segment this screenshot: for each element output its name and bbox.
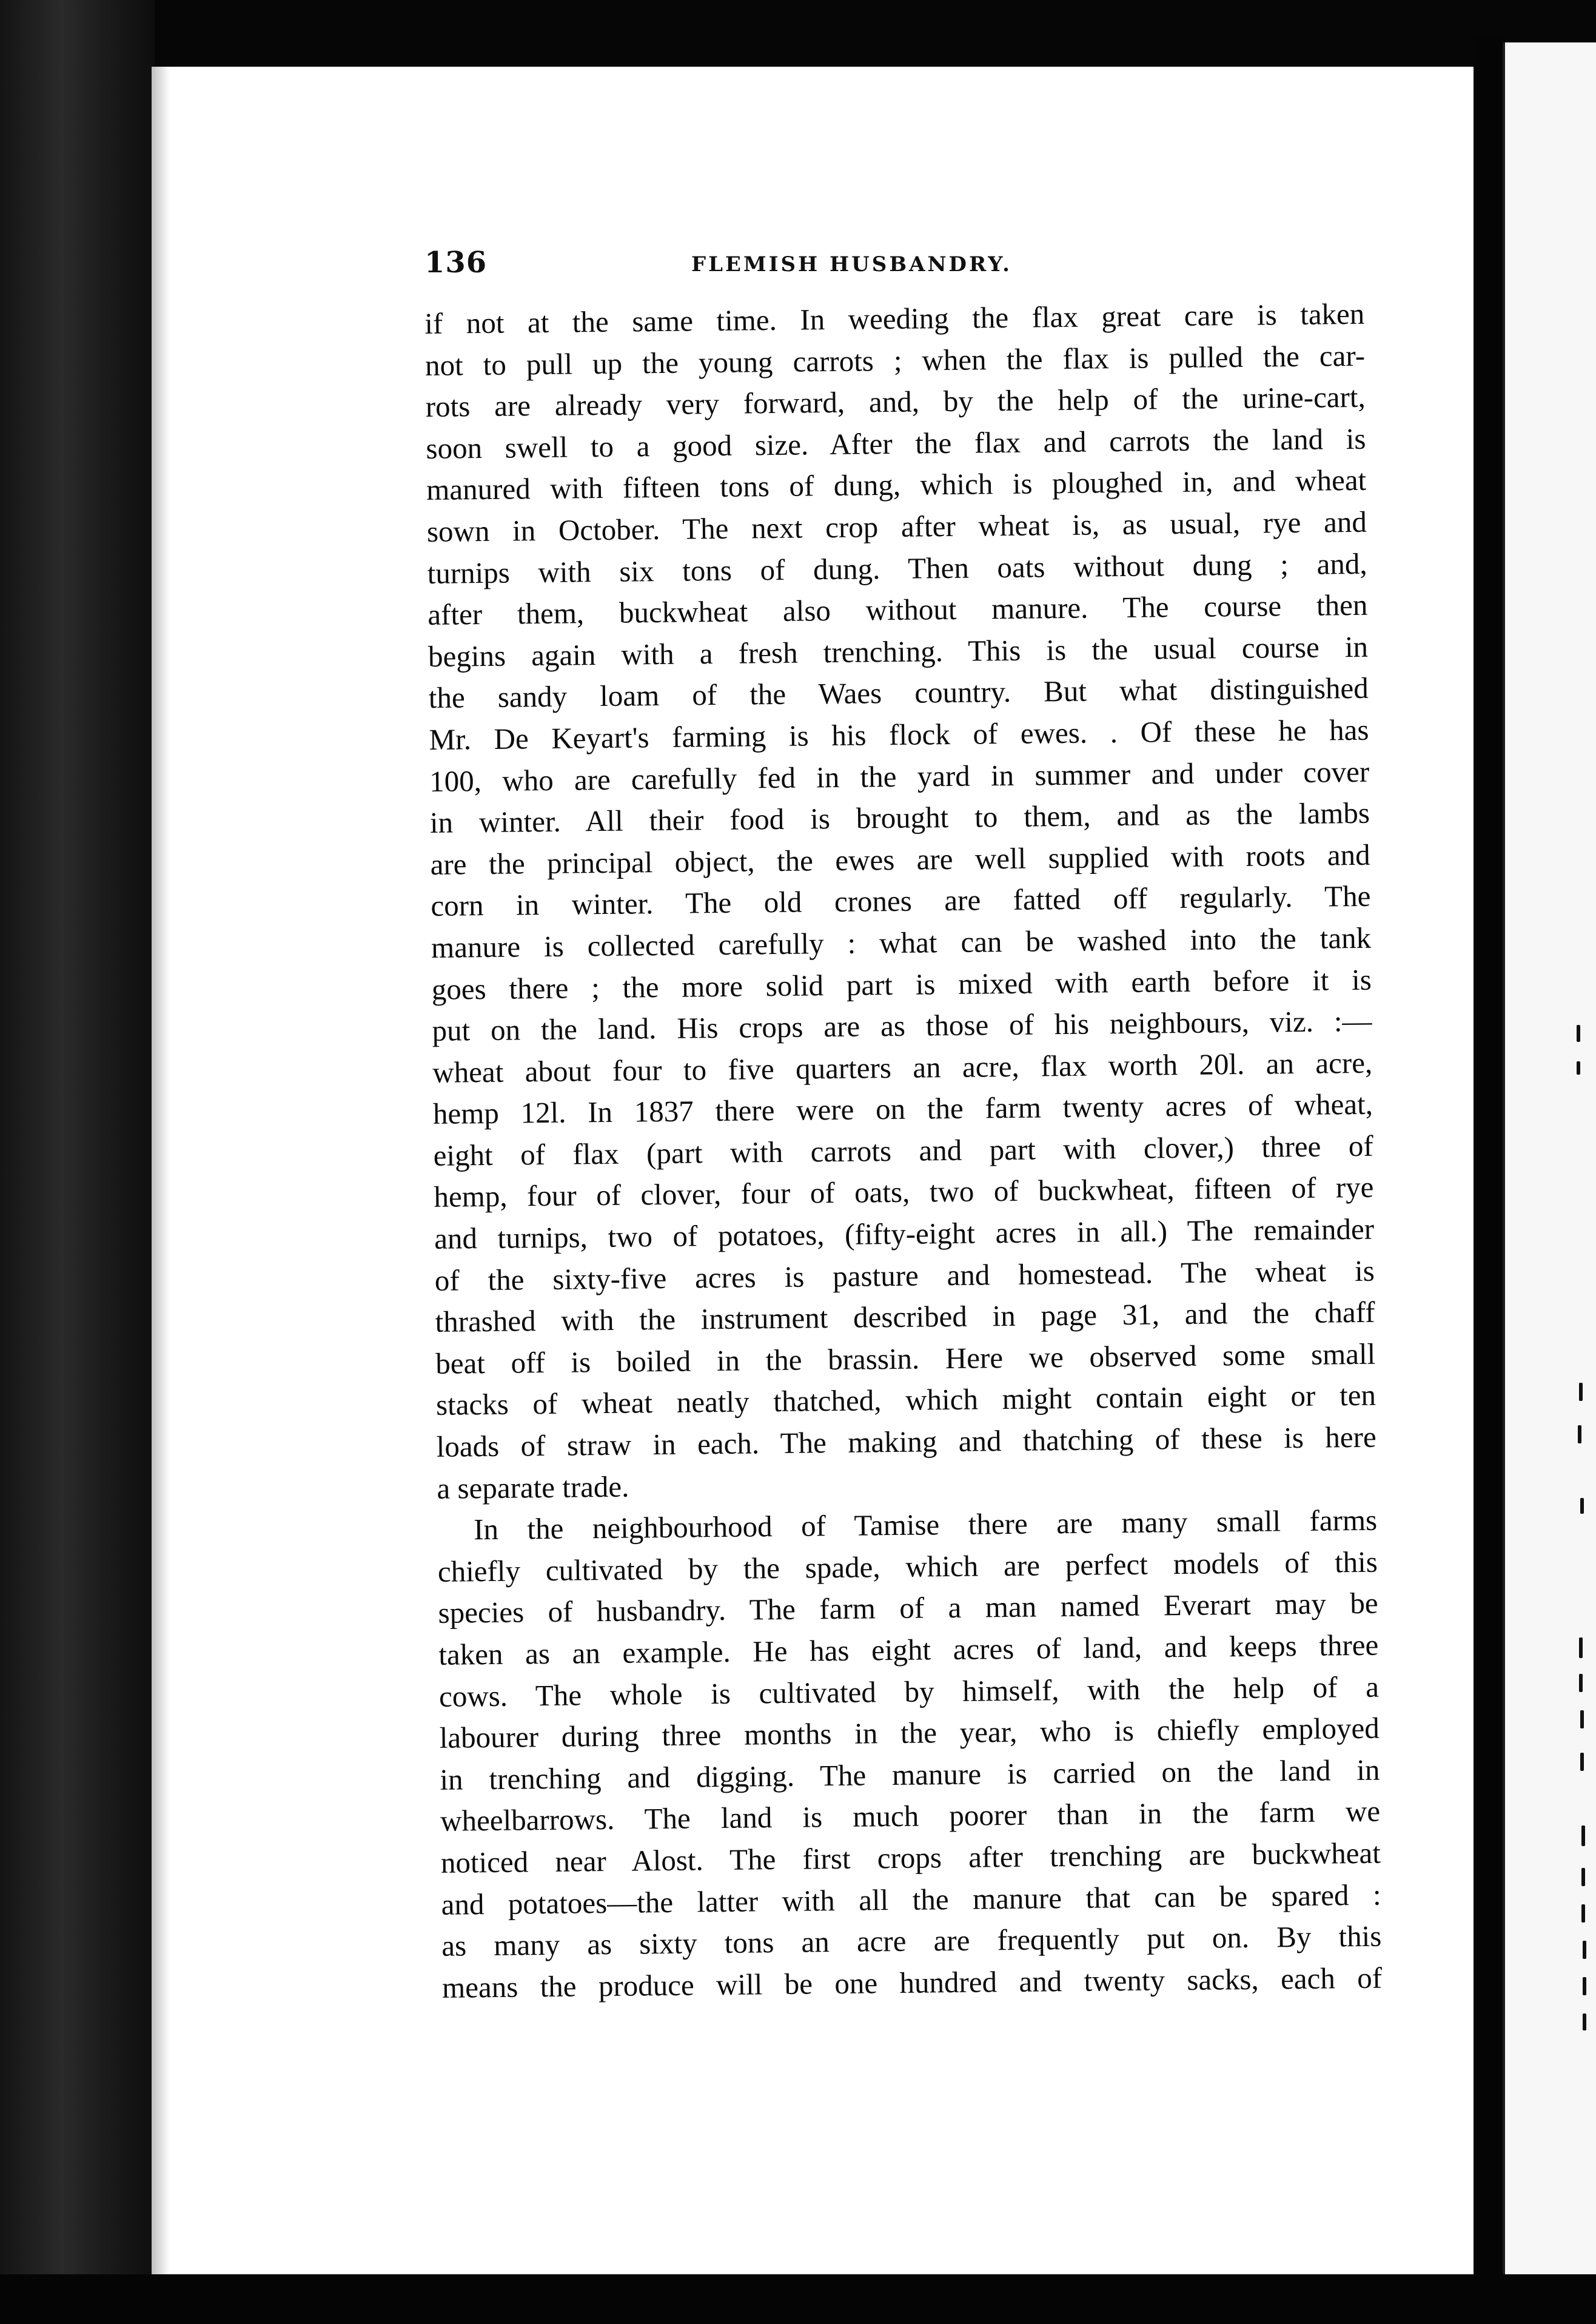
- text-line: eight of flax (part with carrots and part with clover,) three of: [433, 1129, 1373, 1172]
- text-line: manure is collected carefully : what can be washed into the tank: [431, 921, 1372, 964]
- text-line: noticed near Alost. The first crops after trenching are buckwheat: [440, 1836, 1381, 1879]
- facing-page-ink-mark: [1580, 1498, 1584, 1514]
- text-line: beat off is boiled in the brassin. Here we observed some small: [435, 1337, 1376, 1380]
- facing-page-ink-mark: [1580, 1753, 1584, 1771]
- body-text: [424, 294, 1382, 2009]
- text-line: a separate trade.: [437, 1469, 629, 1505]
- text-line: and turnips, two of potatoes, (fifty-eight acres in all.) The remainder: [434, 1212, 1375, 1255]
- text-line: labourer during three months in the year, who is chiefly employed: [439, 1711, 1380, 1755]
- text-line: species of husbandry. The farm of a man named Everart may be: [438, 1587, 1378, 1630]
- text-line: thrashed with the instrument described in page 31, and the chaff: [435, 1295, 1375, 1339]
- facing-page-ink-mark: [1577, 1061, 1580, 1075]
- text-line: hemp, four of clover, four of oats, two of buckwheat, fifteen of rye: [434, 1170, 1374, 1214]
- text-line: in trenching and digging. The manure is carried on the land in: [440, 1753, 1380, 1796]
- text-line: corn in winter. The old crones are fatted off regularly. The: [431, 879, 1371, 923]
- facing-page-ink-mark: [1583, 2013, 1586, 2030]
- text-line: In the neighbourhood of Tamise there are many small farms: [473, 1503, 1378, 1547]
- text-line: Mr. De Keyart's farming is his flock of ewes. . Of these he has: [429, 713, 1369, 756]
- text-line: goes there ; the more solid part is mixed with earth before it is: [431, 962, 1372, 1006]
- facing-page-ink-mark: [1579, 1383, 1583, 1401]
- page-gutter-shadow: [152, 67, 170, 2274]
- text-line: stacks of wheat neatly thatched, which might contain eight or ten: [435, 1379, 1376, 1422]
- text-line: wheelbarrows. The land is much poorer than in the farm we: [440, 1795, 1381, 1838]
- text-line: after them, buckwheat also without manure. The course then: [428, 588, 1368, 632]
- text-line: manured with fifteen tons of dung, which is ploughed in, and wheat: [426, 463, 1367, 507]
- text-line: if not at the same time. In weeding the flax great care is taken: [424, 297, 1365, 340]
- text-line: in winter. All their food is brought to them, and as the lambs: [429, 796, 1370, 840]
- text-line: means the produce will be one hundred and twenty sacks, each of: [441, 1961, 1383, 2004]
- text-line: sown in October. The next crop after wheat is, as usual, rye and: [426, 505, 1367, 548]
- book-spine-shadow: [0, 0, 155, 2324]
- text-line: and potatoes—the latter with all the manure that can be spared :: [441, 1878, 1381, 1921]
- page-gutter: [1475, 36, 1505, 2324]
- text-line: taken as an example. He has eight acres of land, and keeps three: [438, 1628, 1379, 1671]
- page-number: 136: [424, 246, 488, 280]
- scan-border-bottom: [0, 2274, 1596, 2324]
- text-line: hemp 12l. In 1837 there were on the farm twenty acres of wheat,: [432, 1087, 1373, 1131]
- text-line: as many as sixty tons an acre are frequently put on. By this: [441, 1919, 1382, 1963]
- text-line: turnips with six tons of dung. Then oats without dung ; and,: [427, 546, 1367, 590]
- paragraph: [437, 1500, 1383, 2009]
- facing-page: [1505, 42, 1596, 2286]
- text-line: soon swell to a good size. After the flax and carrots the land is: [426, 421, 1366, 465]
- facing-page-ink-mark: [1581, 1904, 1585, 1923]
- text-line: put on the land. His crops are as those of his neighbours, viz. :—: [432, 1004, 1372, 1048]
- facing-page-ink-mark: [1577, 1025, 1580, 1042]
- paragraph: [424, 294, 1377, 1510]
- facing-page-ink-mark: [1583, 1941, 1586, 1959]
- text-line: cows. The whole is cultivated by himself, with the help of a: [438, 1670, 1380, 1713]
- facing-page-ink-mark: [1583, 1977, 1586, 1995]
- facing-page-ink-mark: [1580, 1710, 1584, 1728]
- text-line: 100, who are carefully fed in the yard in summer and under cover: [429, 754, 1370, 798]
- facing-page-ink-mark: [1581, 1868, 1585, 1886]
- text-line: are the principal object, the ewes are well supplied with roots and: [430, 838, 1370, 881]
- facing-page-ink-mark: [1579, 1674, 1583, 1692]
- scan-border-top: [0, 0, 1596, 67]
- text-line: loads of straw in each. The making and thatching of these is here: [436, 1420, 1376, 1463]
- facing-page-ink-mark: [1579, 1637, 1583, 1658]
- text-line: chiefly cultivated by the spade, which are perfect models of this: [437, 1545, 1378, 1588]
- facing-page-ink-mark: [1581, 1825, 1585, 1846]
- text-line: wheat about four to five quarters an acre, flax worth 20l. an acre,: [432, 1046, 1373, 1089]
- text-line: rots are already very forward, and, by the help of the urine-cart,: [425, 380, 1366, 424]
- facing-page-ink-mark: [1578, 1425, 1581, 1443]
- text-line: not to pull up the young carrots ; when the flax is pulled the car-: [424, 338, 1366, 382]
- running-title: FLEMISH HUSBANDRY.: [691, 252, 1012, 277]
- text-line: begins again with a fresh trenching. This is the usual course in: [428, 630, 1369, 673]
- text-line: of the sixty-five acres is pasture and homestead. The wheat is: [434, 1254, 1375, 1297]
- text-line: the sandy loam of the Waes country. But what distinguished: [428, 671, 1369, 715]
